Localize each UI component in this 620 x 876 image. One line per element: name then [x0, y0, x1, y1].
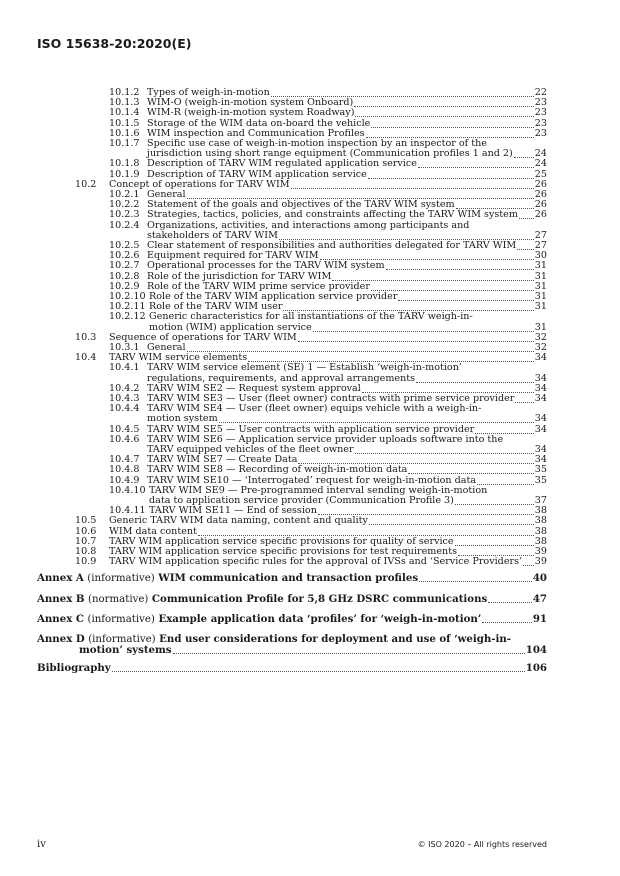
- annex-page: 40: [532, 572, 547, 585]
- toc-entry-title: TARV WIM service elements: [109, 352, 248, 364]
- toc-entry-number: 10.2.3: [109, 209, 140, 221]
- toc-entry-title: Equipment required for TARV WIM: [147, 250, 319, 262]
- toc-entry[interactable]: [0, 465, 620, 475]
- dot-leader: [355, 453, 534, 454]
- toc-entry-page: 23: [534, 117, 547, 129]
- toc-entry-page: 34: [534, 413, 547, 425]
- toc-entry-page: 31: [534, 321, 547, 333]
- toc-entry-title: General: [147, 342, 186, 353]
- annex-title: [37, 573, 418, 584]
- dot-leader: [515, 402, 533, 403]
- toc-entry-page: 23: [534, 97, 547, 109]
- toc-entry-title: TARV WIM application service specific provisions for quality of service: [109, 535, 454, 547]
- toc-entry-title-continued: TARV equipped vehicles of the fleet owner: [147, 444, 354, 455]
- annex-page: 104: [525, 644, 547, 657]
- toc-entry-title: Role of the TARV WIM user: [149, 301, 283, 313]
- toc-entry-title: Strategies, tactics, policies, and constraints affecting the TARV WIM system: [147, 209, 518, 221]
- toc-entry-page: 34: [534, 423, 547, 435]
- toc-entry-number: 10.2.9: [109, 280, 140, 292]
- toc-entry-title: Generic characteristics for all instantiations of the TARV weigh-in-: [149, 311, 473, 323]
- toc-entry-title: Operational processes for the TARV WIM system: [147, 260, 385, 272]
- toc-entry-page: 26: [534, 199, 547, 211]
- annex-kind: (normative): [87, 593, 149, 605]
- toc-entry-page: 37: [534, 495, 547, 506]
- dot-leader: [488, 602, 532, 603]
- toc-entry-number: 10.7: [75, 535, 97, 547]
- annex-heading-continued: motion’ systems: [79, 644, 172, 657]
- toc-entry-page: 38: [534, 515, 547, 527]
- toc-entry-page: 32: [534, 342, 547, 353]
- toc-entry-number: 10.2.11: [109, 301, 146, 313]
- toc-entry[interactable]: [0, 180, 620, 190]
- toc-entry-number: 10.2.5: [109, 240, 140, 251]
- toc-entry-number: 10.1.7: [109, 138, 140, 149]
- toc-entry-number: 10.1.5: [109, 117, 140, 129]
- toc-entry-title: General: [147, 189, 186, 200]
- toc-entry-page: 31: [534, 280, 547, 292]
- document-header: ISO 15638-20:2020(E): [37, 36, 192, 51]
- toc-entry-title-continued: stakeholders of TARV WIM: [147, 229, 278, 241]
- annex-kind: (informative): [88, 634, 156, 645]
- toc-entry-page: 22: [534, 87, 547, 98]
- toc-entry[interactable]: [0, 404, 620, 414]
- toc-entry-page: 31: [534, 270, 547, 282]
- toc-entry-page: 25: [534, 168, 547, 180]
- toc-entry[interactable]: [0, 292, 620, 302]
- annex-entry-continuation[interactable]: [0, 645, 620, 655]
- toc-entry-title-continued: motion system: [147, 413, 218, 425]
- toc-entry-title: Storage of the WIM data on-board the vehicle: [147, 117, 371, 129]
- toc-entry[interactable]: [0, 210, 620, 220]
- toc-entry[interactable]: [0, 363, 620, 373]
- toc-entry[interactable]: [0, 312, 620, 322]
- toc-entry-title: TARV WIM SE10 — ‘Interrogated’ request for weigh-in-motion data: [147, 474, 477, 486]
- toc-entry-title: TARV WIM application specific rules for the approval of IVSs and ‘Service Providers’: [109, 556, 523, 568]
- toc-entry-number: 10.4.4: [109, 403, 140, 415]
- toc-entry-title: TARV WIM SE9 — Pre-programmed interval sending weigh-in-motion: [149, 484, 488, 496]
- toc-entry-title: Clear statement of responsibilities and authorities delegated for TARV WIM: [147, 240, 517, 251]
- annex-page: 91: [532, 612, 547, 625]
- toc-entry-title: TARV WIM SE7 — Create Data: [147, 454, 298, 466]
- toc-entry-title: WIM inspection and Communication Profiles: [147, 127, 365, 139]
- toc-entry-number: 10.4.6: [109, 433, 140, 445]
- dot-leader: [112, 671, 525, 672]
- toc-entry-number: 10.4.10: [109, 484, 146, 496]
- toc-entry-number: 10.4.7: [109, 454, 140, 466]
- toc-entry-page: 38: [534, 505, 547, 517]
- toc-entry-number: 10.4.9: [109, 474, 140, 486]
- toc-entry-page: 34: [534, 372, 547, 384]
- toc-entry-number: 10.1.4: [109, 107, 140, 119]
- toc-entry-title: WIM-R (weigh-in-motion system Roadway): [147, 107, 355, 119]
- toc-entry-number: 10.2.6: [109, 250, 140, 262]
- toc-entry[interactable]: [0, 333, 620, 343]
- toc-entry-number: 10.2.10: [109, 291, 146, 302]
- toc-entry-number: 10.2.4: [109, 219, 140, 231]
- annex-title: [37, 614, 481, 625]
- toc-entry-page: 26: [534, 209, 547, 221]
- toc-entry-page: 32: [534, 331, 547, 343]
- toc-entry-page: 34: [534, 454, 547, 466]
- dot-leader: [173, 653, 525, 654]
- page-number: iv: [37, 839, 46, 850]
- toc-entry-number: 10.2.12: [109, 311, 146, 323]
- toc-entry-title: Generic TARV WIM data naming, content and quality: [109, 515, 368, 527]
- dot-leader: [418, 167, 534, 168]
- toc-entry-title: Role of the jurisdiction for TARV WIM: [147, 270, 332, 282]
- toc-entry-number: 10.2: [75, 178, 97, 190]
- toc-entry-title-continued: motion (WIM) application service: [149, 321, 312, 333]
- annex-kind: (informative): [87, 613, 155, 625]
- annex-heading: Example application data ‘profiles’ for ‘weigh-in-motion’: [158, 612, 482, 625]
- dot-leader: [419, 581, 532, 582]
- toc-entry-title: Statement of the goals and objectives of the TARV WIM system: [147, 199, 455, 211]
- toc-entry-page: 31: [534, 291, 547, 302]
- toc-entry[interactable]: [0, 159, 620, 169]
- toc-entry-title: Description of TARV WIM regulated application service: [147, 158, 417, 170]
- toc-entry-page: 35: [534, 474, 547, 486]
- dot-leader: [386, 269, 534, 270]
- toc-entry-title: Role of the TARV WIM prime service provider: [147, 280, 370, 292]
- dot-leader: [455, 504, 534, 505]
- annex-heading: End user considerations for deployment and use of ‘weigh-in-: [159, 633, 512, 645]
- toc-entry[interactable]: [0, 108, 620, 118]
- dot-leader: [298, 341, 534, 342]
- toc-entry-page: 39: [534, 556, 547, 568]
- toc-entry-number: 10.4.2: [109, 382, 140, 394]
- toc-entry-number: 10.5: [75, 515, 97, 527]
- annex-entry[interactable]: [0, 614, 620, 624]
- toc-entry-title: TARV WIM service element (SE) 1 — Establish ‘weigh-in-motion’: [147, 362, 462, 374]
- toc-entry-page: 38: [534, 525, 547, 537]
- toc-entry-page: 39: [534, 546, 547, 557]
- toc-entry-title-continued: data to application service provider (Communication Profile 3): [149, 495, 454, 506]
- toc-entry-page: 31: [534, 301, 547, 313]
- dot-leader: [416, 382, 534, 383]
- toc-entry-title: Specific use case of weigh-in-motion inspection by an inspector of the: [147, 138, 487, 149]
- toc-entry-title: TARV WIM SE11 — End of session: [149, 505, 317, 517]
- toc-entry-number: 10.1.6: [109, 127, 140, 139]
- annex-kind: (informative): [87, 573, 155, 585]
- toc-entry-page: 31: [534, 260, 547, 272]
- toc-entry[interactable]: [0, 221, 620, 231]
- bibliography-entry[interactable]: [0, 663, 620, 673]
- dot-leader: [371, 127, 533, 128]
- toc-entry-number: 10.2.7: [109, 260, 140, 272]
- toc-entry-number: 10.4.5: [109, 423, 140, 435]
- annex-label: Annex B: [37, 592, 85, 605]
- toc-entry[interactable]: [0, 516, 620, 526]
- annex-entry[interactable]: [0, 573, 620, 583]
- toc-entry[interactable]: [0, 557, 620, 567]
- toc-entry-page: 34: [534, 444, 547, 455]
- annex-label: Annex A: [37, 572, 84, 585]
- toc-entry-page: 30: [534, 250, 547, 262]
- dot-leader: [455, 545, 534, 546]
- dot-leader: [313, 331, 534, 332]
- annex-entry[interactable]: [0, 634, 620, 644]
- dot-leader: [517, 249, 534, 250]
- toc-entry[interactable]: [0, 261, 620, 271]
- toc-entry-number: 10.2.8: [109, 270, 140, 282]
- dot-leader: [519, 218, 534, 219]
- toc-entry-title: Types of weigh-in-motion: [147, 87, 270, 98]
- dot-leader: [354, 106, 534, 107]
- dot-leader: [398, 300, 533, 301]
- dot-leader: [482, 622, 531, 623]
- toc-entry-page: 34: [534, 382, 547, 394]
- toc-entry-title: TARV WIM application service specific provisions for test requirements: [109, 546, 458, 557]
- annex-title: [37, 594, 487, 605]
- toc-entry-page: 23: [534, 127, 547, 139]
- toc-entry-title: Description of TARV WIM application service: [147, 168, 367, 180]
- toc-entry-page: 34: [534, 352, 547, 364]
- copyright-notice: © ISO 2020 – All rights reserved: [417, 840, 547, 849]
- dot-leader: [291, 188, 534, 189]
- toc-entry-number: 10.1.2: [109, 87, 140, 98]
- annex-heading: Communication Profile for 5,8 GHz DSRC communications: [151, 592, 488, 605]
- toc-entry-number: 10.8: [75, 546, 97, 557]
- toc-entry-number: 10.3.1: [109, 342, 140, 353]
- bibliography-page: 106: [525, 662, 547, 675]
- annex-label: Annex C: [37, 612, 84, 625]
- dot-leader: [514, 157, 534, 158]
- toc-entry-continuation[interactable]: [0, 445, 620, 455]
- toc-entry-page: 35: [534, 464, 547, 476]
- toc-entry-number: 10.4.8: [109, 464, 140, 476]
- dot-leader: [368, 178, 534, 179]
- toc-entry-title: TARV WIM SE2 — Request system approval: [147, 382, 361, 394]
- toc-entry-title: TARV WIM SE4 — User (fleet owner) equips vehicle with a weigh-in-: [147, 403, 482, 415]
- bibliography-title: Bibliography: [37, 662, 111, 675]
- annex-heading: WIM communication and transaction profiles: [158, 572, 419, 585]
- toc-entry-number: 10.1.3: [109, 97, 140, 109]
- annex-page: 47: [532, 592, 547, 605]
- toc-entry-number: 10.2.1: [109, 189, 140, 200]
- toc-entry-number: 10.6: [75, 525, 97, 537]
- toc-entry-number: 10.1.9: [109, 168, 140, 180]
- toc-entry-title-continued: regulations, requirements, and approval arrangements: [147, 372, 416, 384]
- toc-entry-number: 10.1.8: [109, 158, 140, 170]
- toc-entry-title: WIM-O (weigh-in-motion system Onboard): [147, 97, 354, 109]
- toc-entry-page: 38: [534, 535, 547, 547]
- toc-entry-title: TARV WIM SE3 — User (fleet owner) contracts with prime service provider: [147, 393, 515, 404]
- dot-leader: [369, 524, 534, 525]
- toc-entry-title: Role of the TARV WIM application service provider: [149, 291, 398, 302]
- toc-entry-page: 23: [534, 107, 547, 119]
- toc-entry-number: 10.9: [75, 556, 97, 568]
- toc-entry-page: 34: [534, 393, 547, 404]
- toc-entry-page: 24: [534, 158, 547, 170]
- annex-label: Annex D: [37, 633, 85, 645]
- toc-entry-continuation[interactable]: [0, 414, 620, 424]
- toc-entry-number: 10.3: [75, 331, 97, 343]
- toc-entry-number: 10.4.11: [109, 505, 146, 517]
- toc-entry-number: 10.4: [75, 352, 97, 364]
- toc-entry-page: 26: [534, 178, 547, 190]
- toc-entry-title: WIM data content: [109, 525, 197, 537]
- toc-entry-title: TARV WIM SE6 — Application service provider uploads software into the: [147, 433, 504, 445]
- annex-entry[interactable]: [0, 594, 620, 604]
- dot-leader: [355, 116, 533, 117]
- toc-entry-title-continued: jurisdiction using short range equipment (Communication profiles 1 and 2): [147, 148, 513, 160]
- toc-entry-page: 27: [534, 229, 547, 241]
- toc-entry-title: Organizations, activities, and interactions among participants and: [147, 219, 470, 231]
- toc-entry-number: 10.2.2: [109, 199, 140, 211]
- toc-entry-title: TARV WIM SE5 — User contracts with application service provider: [147, 423, 475, 435]
- toc-entry-title: TARV WIM SE8 — Recording of weigh-in-motion data: [147, 464, 408, 476]
- toc-entry-number: 10.4.1: [109, 362, 140, 374]
- toc-entry-page: 26: [534, 189, 547, 200]
- toc-entry-title: Sequence of operations for TARV WIM: [109, 331, 297, 343]
- toc-entry-number: 10.4.3: [109, 393, 140, 404]
- dot-leader: [523, 565, 534, 566]
- toc-entry-page: 24: [534, 148, 547, 160]
- toc-entry-title: Concept of operations for TARV WIM: [109, 178, 290, 190]
- toc-entry-page: 27: [534, 240, 547, 251]
